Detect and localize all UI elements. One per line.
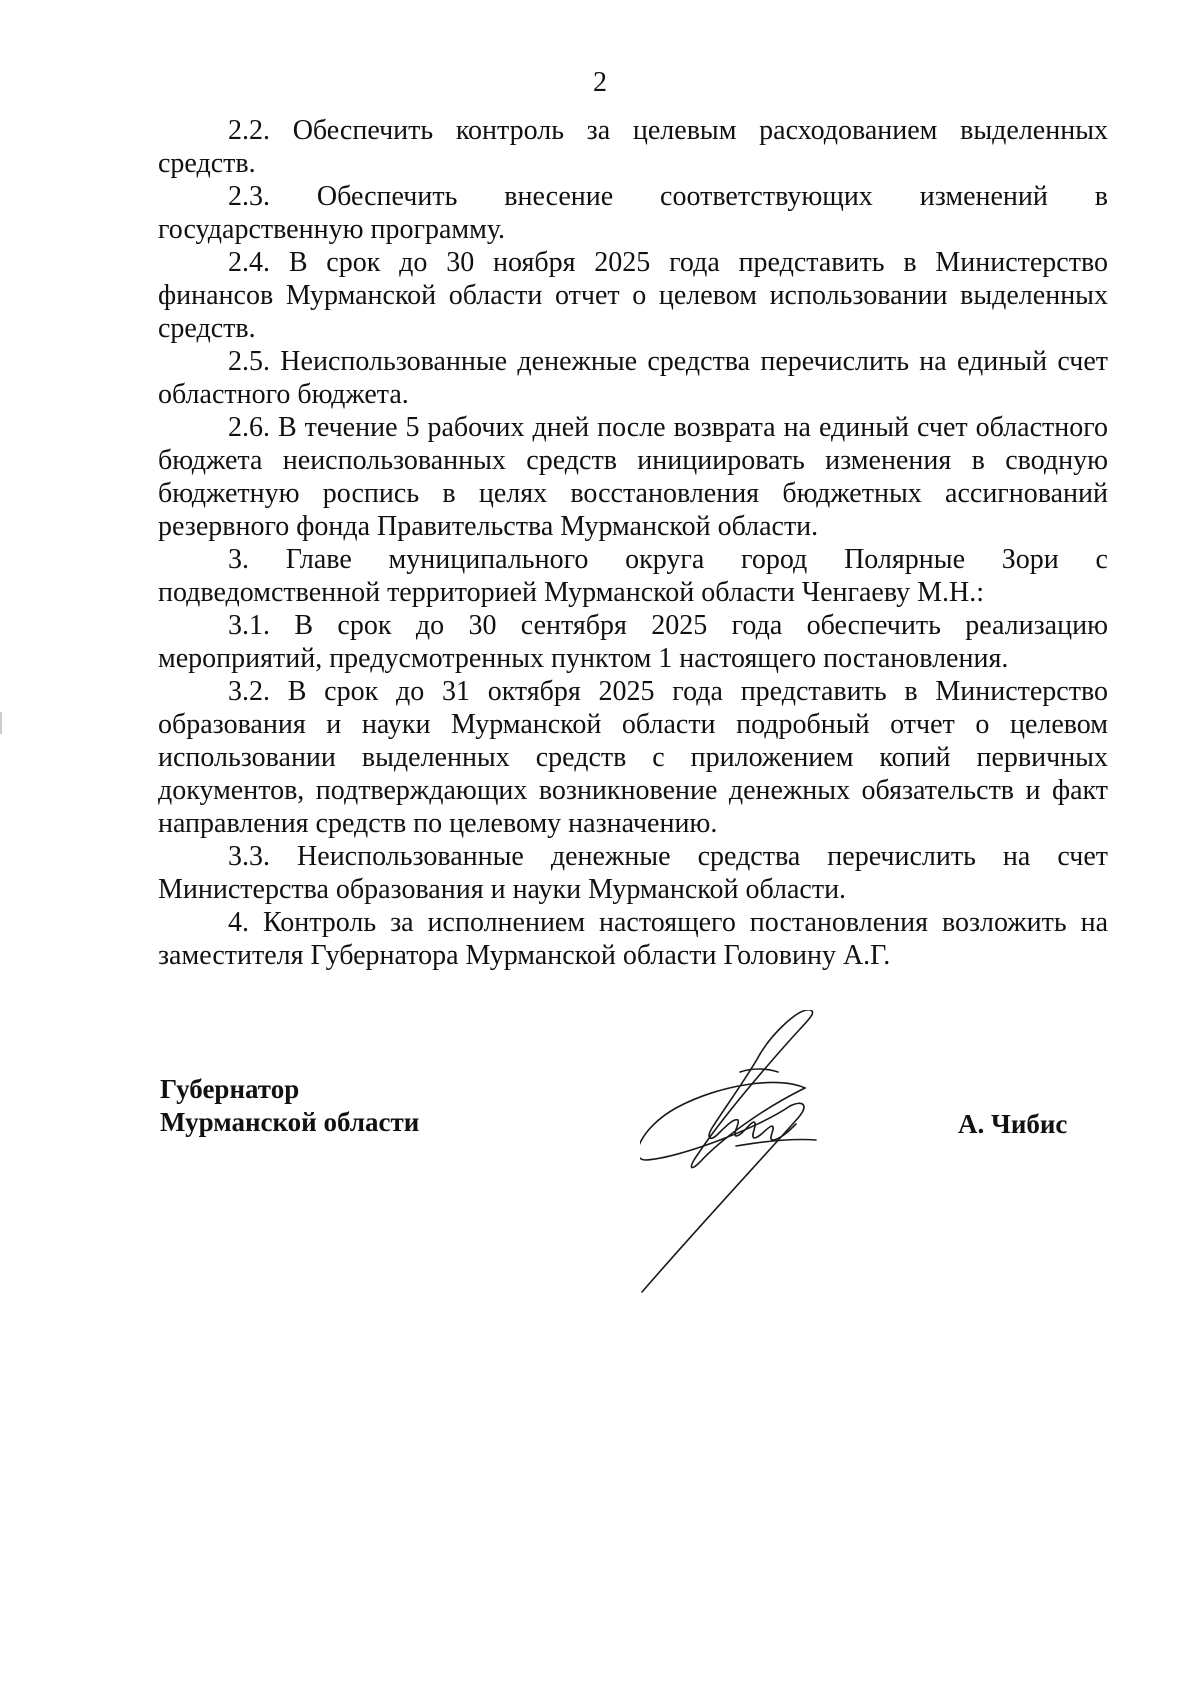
paragraph-3-2: 3.2. В срок до 31 октября 2025 года представить в Министерство образования и науки Мурманской области подробный отчет о целевом использовании выделенных средств с приложением копий первичных документов, подтверждающих возникновение денежных обязательств и факт направления средств по целевому назначению. <box>158 676 1108 839</box>
signatory-title <box>160 1073 419 1139</box>
paragraph-4: 4. Контроль за исполнением настоящего постановления возложить на заместителя Губернатора Мурманской области Головину А.Г. <box>158 907 1108 971</box>
paragraph-2-5: 2.5. Неиспользованные денежные средства перечислить на единый счет областного бюджета. <box>158 346 1108 410</box>
document-body <box>158 114 1108 972</box>
signatory-title-line-1: Губернатор <box>160 1074 300 1104</box>
paragraph-3-1: 3.1. В срок до 30 сентября 2025 года обеспечить реализацию мероприятий, предусмотренных пунктом 1 настоящего постановления. <box>158 610 1108 674</box>
paragraph-2-3: 2.3. Обеспечить внесение соответствующих изменений в государственную программу. <box>158 181 1108 245</box>
scan-edge-mark <box>0 712 2 734</box>
paragraph-2-2: 2.2. Обеспечить контроль за целевым расходованием выделенных средств. <box>158 115 1108 179</box>
paragraph-2-4: 2.4. В срок до 30 ноября 2025 года представить в Министерство финансов Мурманской области отчет о целевом использовании выделенных средств. <box>158 247 1108 344</box>
signatory-name: А. Чибис <box>958 1109 1068 1139</box>
handwritten-signature <box>640 1010 900 1300</box>
paragraph-2-6: 2.6. В течение 5 рабочих дней после возврата на единый счет областного бюджета неиспользованных средств инициировать изменения в сводную бюджетную роспись в целях восстановления бюджетных ассигнований резервного фонда Правительства Мурманской области. <box>158 412 1108 542</box>
signatory-title-line-2: Мурманской области <box>160 1107 420 1137</box>
page-number: 2 <box>593 67 607 98</box>
paragraph-3-3: 3.3. Неиспользованные денежные средства перечислить на счет Министерства образования и науки Мурманской области. <box>158 841 1108 905</box>
paragraph-3: 3. Главе муниципального округа город Полярные Зори с подведомственной территорией Мурманской области Ченгаеву М.Н.: <box>158 544 1108 608</box>
